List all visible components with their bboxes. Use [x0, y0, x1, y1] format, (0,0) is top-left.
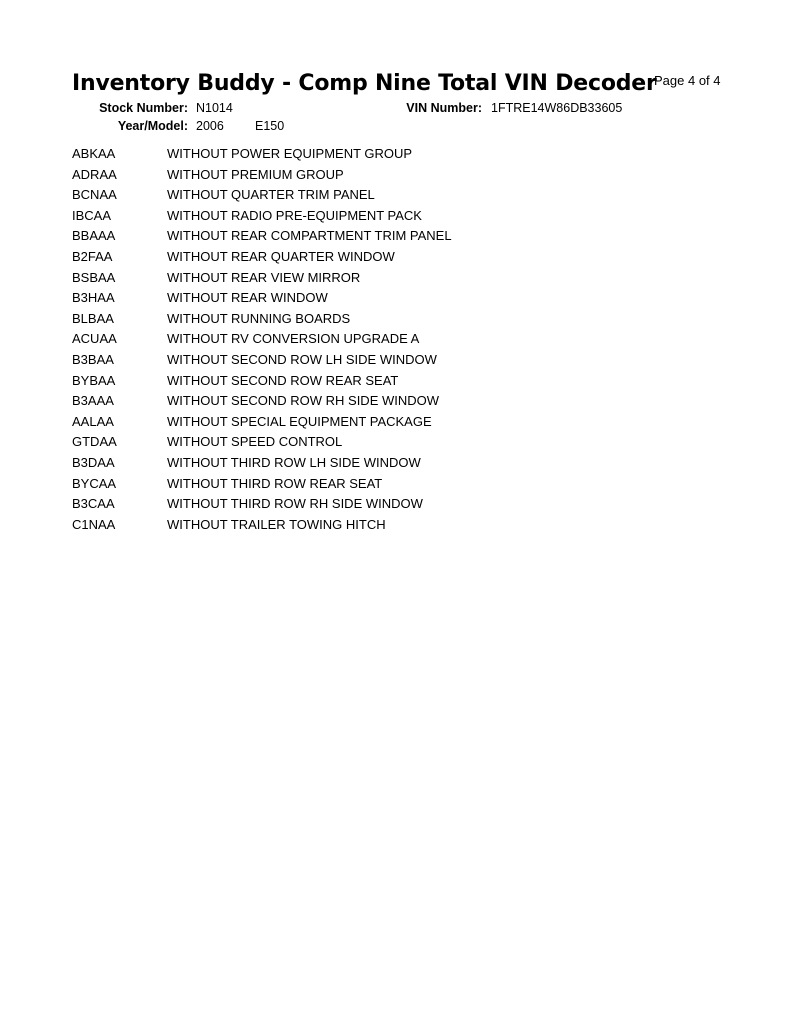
option-code: B2FAA	[72, 248, 113, 264]
option-description: WITHOUT RV CONVERSION UPGRADE A	[167, 331, 420, 347]
list-item	[72, 391, 452, 412]
stock-number-value: N1014	[196, 101, 233, 115]
option-code: ABKAA	[72, 146, 116, 161]
list-item	[72, 474, 452, 495]
option-code: AALAA	[72, 413, 114, 429]
list-item	[72, 350, 452, 371]
option-description: WITHOUT SECOND ROW RH SIDE WINDOW	[167, 393, 440, 409]
option-code: GTDAA	[72, 434, 117, 450]
option-code: BLBAA	[72, 310, 114, 326]
vin-number-value: 1FTRE14W86DB33605	[491, 101, 623, 115]
page-number: Page 4 of 4	[654, 73, 721, 88]
model-value: E150	[255, 119, 285, 133]
option-description: WITHOUT THIRD ROW REAR SEAT	[167, 475, 383, 491]
option-description: WITHOUT REAR WINDOW	[167, 290, 328, 306]
list-item	[72, 371, 452, 392]
list-item	[72, 412, 452, 433]
option-description: WITHOUT SECOND ROW REAR SEAT	[167, 372, 399, 388]
list-item	[72, 288, 452, 309]
page-title: Inventory Buddy - Comp Nine Total VIN Decoder	[72, 71, 657, 96]
list-item	[72, 515, 452, 536]
year-value: 2006	[196, 119, 224, 133]
option-code: B3AAA	[72, 393, 114, 409]
option-description: WITHOUT SPECIAL EQUIPMENT PACKAGE	[167, 413, 432, 429]
list-item	[72, 309, 452, 330]
year-model-label: Year/Model:	[117, 119, 188, 133]
option-code: B3CAA	[72, 496, 115, 512]
list-item	[72, 268, 452, 289]
option-code: ADRAA	[72, 166, 117, 182]
option-code: C1NAA	[72, 516, 116, 532]
list-item	[72, 185, 452, 206]
list-item	[72, 432, 452, 453]
option-description: WITHOUT QUARTER TRIM PANEL	[167, 187, 375, 203]
option-code: B3DAA	[72, 454, 115, 470]
option-code: ACUAA	[72, 331, 117, 347]
option-code: B3HAA	[72, 290, 115, 306]
option-description: WITHOUT PREMIUM GROUP	[167, 166, 344, 182]
option-description: WITHOUT SPEED CONTROL	[167, 434, 343, 450]
option-description: WITHOUT RADIO PRE-EQUIPMENT PACK	[167, 207, 422, 223]
option-code: BBAAA	[72, 228, 116, 244]
list-item	[72, 247, 452, 268]
option-description: WITHOUT REAR QUARTER WINDOW	[167, 248, 395, 264]
option-description: WITHOUT REAR VIEW MIRROR	[167, 269, 361, 285]
option-code-list	[72, 144, 452, 535]
list-item	[72, 206, 452, 227]
option-description: WITHOUT POWER EQUIPMENT GROUP	[167, 146, 413, 161]
option-code: IBCAA	[72, 207, 112, 223]
option-code: BYCAA	[72, 475, 117, 491]
option-description: WITHOUT THIRD ROW RH SIDE WINDOW	[167, 496, 423, 512]
option-description: WITHOUT THIRD ROW LH SIDE WINDOW	[167, 454, 421, 470]
list-item	[72, 494, 452, 515]
list-item	[72, 226, 452, 247]
option-description: WITHOUT TRAILER TOWING HITCH	[167, 516, 386, 532]
list-item	[72, 453, 452, 474]
option-code: BYBAA	[72, 372, 116, 388]
list-item	[72, 329, 452, 350]
vin-number-label: VIN Number:	[406, 101, 482, 115]
option-code: B3BAA	[72, 351, 114, 367]
option-description: WITHOUT SECOND ROW LH SIDE WINDOW	[167, 351, 437, 367]
option-description: WITHOUT REAR COMPARTMENT TRIM PANEL	[167, 228, 452, 244]
stock-number-label: Stock Number:	[99, 101, 188, 115]
option-description: WITHOUT RUNNING BOARDS	[167, 310, 351, 326]
list-item	[72, 165, 452, 186]
option-code: BSBAA	[72, 269, 116, 285]
list-item	[72, 144, 452, 165]
option-code: BCNAA	[72, 187, 117, 203]
